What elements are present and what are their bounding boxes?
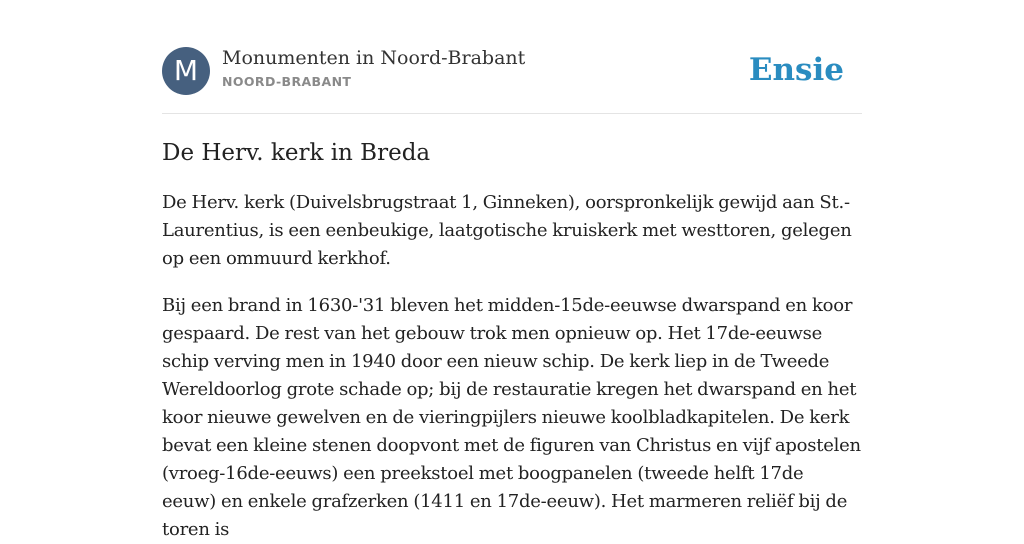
article-paragraph-1: De Herv. kerk (Duivelsbrugstraat 1, Ginneken), oorspronkelijk gewijd aan St.-Laurentius, is een eenbeukige, laatgotische kruiskerk met westtoren, gelegen op een ommuurd kerkhof. bbox=[162, 192, 852, 269]
avatar[interactable]: M bbox=[162, 47, 210, 95]
article-card bbox=[162, 0, 862, 540]
site-subtitle[interactable]: NOORD-BRABANT bbox=[222, 74, 352, 89]
article-paragraph-2: Bij een brand in 1630-'31 bleven het midden-15de-eeuwse dwarspand en koor gespaard. De rest van het gebouw trok men opnieuw op. Het 17de-eeuwse schip verving men in 1940 door een nieuw schip. De kerk liep in de Tweede Wereldoorlog grote schade op; bij de restauratie kregen het dwarspand en het koor nieuwe gewelven en de vieringpijlers nieuwe koolbladkapitelen. De kerk bevat een kleine stenen doopvont met de figuren van Christus en vijf apostelen (vroeg-16de-eeuws) een preekstoel met boogpanelen (tweede helft 17de eeuw) en enkele grafzerken (1411 en 17de-eeuw). Het marmeren reliëf bij de toren is bbox=[162, 295, 861, 540]
article-content bbox=[162, 138, 862, 544]
card-header bbox=[162, 46, 862, 96]
site-title[interactable]: Monumenten in Noord-Brabant bbox=[222, 47, 526, 69]
header-divider bbox=[162, 113, 862, 114]
brand-logo[interactable]: Ensie bbox=[748, 52, 844, 88]
article-title: De Herv. kerk in Breda bbox=[162, 140, 431, 166]
